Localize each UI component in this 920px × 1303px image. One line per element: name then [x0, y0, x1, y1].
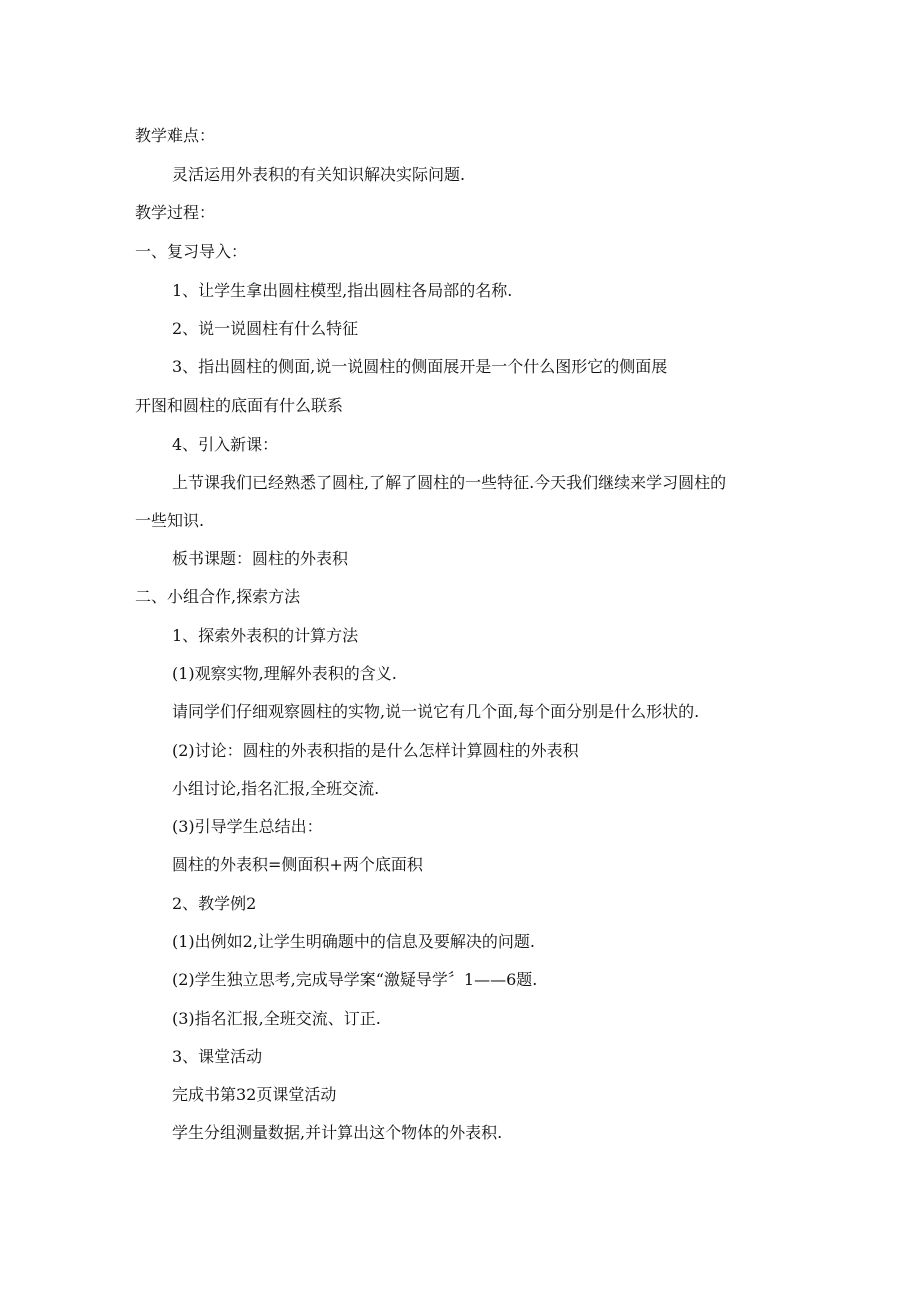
list-item: 3、课堂活动 [172, 1047, 263, 1066]
section-heading-review: 一、复习导入： [135, 242, 248, 261]
paragraph-line-continued: 一些知识. [135, 511, 205, 530]
list-item: 2、说一说圆柱有什么特征 [172, 319, 359, 338]
section-heading-process: 教学过程： [135, 203, 216, 222]
paragraph-line: 灵活运用外表积的有关知识解决实际问题. [172, 165, 466, 184]
formula-line: 圆柱的外表积=侧面积+两个底面积 [172, 855, 423, 874]
paragraph-line-continued: 开图和圆柱的底面有什么联系 [135, 396, 344, 415]
list-item: (3)指名汇报,全班交流、订正. [172, 1009, 381, 1028]
list-item: (1)观察实物,理解外表积的含义. [172, 664, 397, 683]
board-title-line: 板书课题：圆柱的外表积 [172, 549, 349, 568]
paragraph-line: 请同学们仔细观察圆柱的实物,说一说它有几个面,每个面分别是什么形状的. [172, 702, 700, 721]
list-item: 3、指出圆柱的侧面,说一说圆柱的侧面展开是一个什么图形它的侧面展 [172, 357, 668, 376]
list-item: 2、教学例2 [172, 894, 257, 913]
list-item: (2)学生独立思考,完成导学案“激疑导学〞1——6题. [172, 970, 538, 989]
section-heading-group-work: 二、小组合作,探索方法 [135, 587, 301, 606]
paragraph-line: 上节课我们已经熟悉了圆柱,了解了圆柱的一些特征.今天我们继续来学习圆柱的 [172, 473, 727, 492]
list-item: (2)讨论：圆柱的外表积指的是什么怎样计算圆柱的外表积 [172, 741, 579, 760]
paragraph-line: 小组讨论,指名汇报,全班交流. [172, 779, 380, 798]
list-item: 4、引入新课： [172, 435, 279, 454]
paragraph-line: 学生分组测量数据,并计算出这个物体的外表积. [172, 1123, 503, 1142]
list-item: 1、让学生拿出圆柱模型,指出圆柱各局部的名称. [172, 281, 513, 300]
list-item: (3)引导学生总结出： [172, 817, 323, 836]
section-heading-difficulties: 教学难点： [135, 126, 216, 145]
paragraph-line: 完成书第32页课堂活动 [172, 1085, 337, 1104]
list-item: 1、探索外表积的计算方法 [172, 626, 359, 645]
list-item: (1)出例如2,让学生明确题中的信息及要解决的问题. [172, 932, 536, 951]
